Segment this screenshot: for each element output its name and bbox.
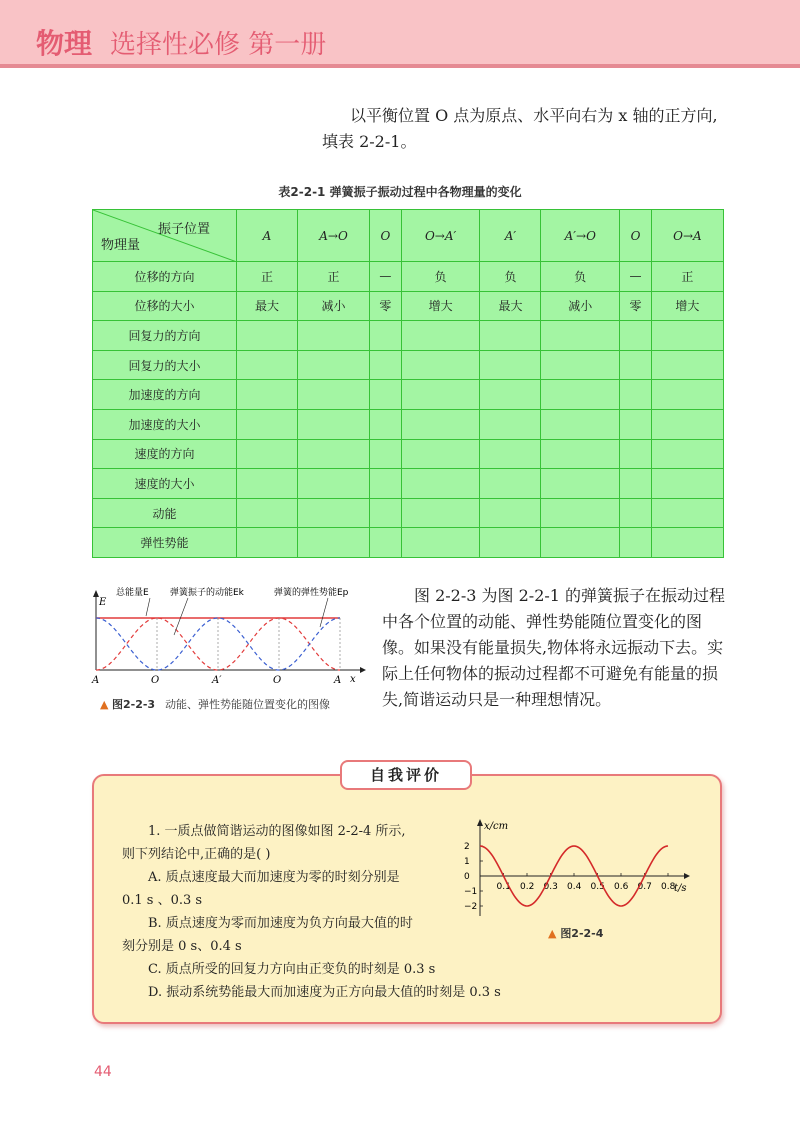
column-header: A′→O bbox=[541, 210, 620, 262]
table-cell bbox=[237, 321, 298, 351]
tick-label: A bbox=[334, 675, 342, 685]
column-header: A bbox=[237, 210, 298, 262]
row-label: 加速度的大小 bbox=[93, 409, 237, 439]
table-cell bbox=[541, 350, 620, 380]
table-cell bbox=[620, 469, 652, 499]
x-tick-label: 0.1 bbox=[496, 882, 511, 892]
table-cell bbox=[370, 409, 402, 439]
table-cell: 增大 bbox=[401, 291, 480, 321]
x-tick-label: 0.3 bbox=[543, 882, 558, 892]
table-cell bbox=[297, 350, 369, 380]
row-label: 位移的大小 bbox=[93, 291, 237, 321]
column-header: O bbox=[370, 210, 402, 262]
paragraph-1: 图 2-2-3 为图 2-2-1 的弹簧振子在振动过程中各个位置的动能、弹性势能随位置变化的图像。 bbox=[382, 586, 726, 657]
table-cell bbox=[297, 469, 369, 499]
table-cell bbox=[401, 321, 480, 351]
table-cell bbox=[237, 380, 298, 410]
intro-line-2: 填表 2-2-1。 bbox=[322, 132, 417, 151]
table-cell bbox=[651, 439, 723, 469]
axis-y-label: E bbox=[99, 597, 107, 608]
table-cell bbox=[620, 439, 652, 469]
table-row bbox=[93, 498, 724, 528]
table-cell bbox=[541, 439, 620, 469]
table-cell bbox=[620, 528, 652, 558]
table-cell bbox=[401, 469, 480, 499]
y-tick-label: 2 bbox=[464, 842, 470, 852]
x-tick-label: 0.5 bbox=[590, 882, 605, 892]
table-cell bbox=[370, 498, 402, 528]
label-kinetic-energy: 弹簧振子的动能Ek bbox=[170, 588, 244, 598]
option-b-cont: 刻分别是 0 s、0.4 s bbox=[122, 939, 242, 954]
table-row bbox=[93, 439, 724, 469]
table-cell: 减小 bbox=[297, 291, 369, 321]
table-cell bbox=[370, 528, 402, 558]
column-header: A→O bbox=[297, 210, 369, 262]
table-cell bbox=[480, 380, 541, 410]
row-label: 位移的方向 bbox=[93, 262, 237, 292]
table-cell bbox=[541, 469, 620, 499]
pointer-line bbox=[174, 598, 188, 635]
option-b: B. 质点速度为零而加速度为负方向最大值的时 bbox=[148, 916, 413, 931]
table-cell bbox=[370, 439, 402, 469]
column-header: A′ bbox=[480, 210, 541, 262]
physics-table bbox=[92, 209, 724, 558]
table-cell bbox=[480, 350, 541, 380]
page-header bbox=[0, 0, 800, 68]
table-cell bbox=[651, 409, 723, 439]
table-cell bbox=[480, 409, 541, 439]
self-evaluation-title: 自我评价 bbox=[340, 760, 472, 790]
option-d: D. 振动系统势能最大而加速度为正方向最大值的时刻是 0.3 s bbox=[148, 985, 501, 1000]
table-cell bbox=[620, 380, 652, 410]
table-cell bbox=[651, 321, 723, 351]
option-c: C. 质点所受的回复力方向由正变负的时刻是 0.3 s bbox=[148, 962, 436, 977]
table-cell bbox=[541, 409, 620, 439]
table-cell: 零 bbox=[620, 291, 652, 321]
figure24-caption bbox=[548, 925, 603, 941]
option-a: A. 质点速度最大而加速度为零的时刻分别是 bbox=[148, 870, 400, 885]
table-cell bbox=[480, 321, 541, 351]
table-cell bbox=[297, 439, 369, 469]
tick-label: A bbox=[92, 675, 100, 685]
x-axis-arrow bbox=[360, 667, 366, 673]
fig24-xlabel: t/s bbox=[674, 883, 687, 894]
table-cell bbox=[401, 439, 480, 469]
table-cell: — bbox=[370, 262, 402, 292]
row-label: 速度的大小 bbox=[93, 469, 237, 499]
tick-label: A′ bbox=[212, 675, 222, 685]
row-label: 动能 bbox=[93, 498, 237, 528]
question-line: 1. 一质点做简谐运动的图像如图 2-2-4 所示, bbox=[148, 824, 406, 839]
row-label: 加速度的方向 bbox=[93, 380, 237, 410]
header-subject: 物理 bbox=[36, 27, 93, 60]
table-cell bbox=[480, 528, 541, 558]
table-cell bbox=[541, 380, 620, 410]
table-row bbox=[93, 380, 724, 410]
question-line: 则下列结论中,正确的是( ) bbox=[122, 847, 271, 862]
label-potential-energy: 弹簧的弹性势能Ep bbox=[274, 588, 349, 598]
table-cell bbox=[401, 409, 480, 439]
table-cell bbox=[297, 380, 369, 410]
pointer-line bbox=[146, 598, 150, 616]
table-cell bbox=[237, 469, 298, 499]
row-label: 回复力的方向 bbox=[93, 321, 237, 351]
table-row bbox=[93, 409, 724, 439]
table-corner-cell bbox=[93, 210, 237, 262]
fig24-x-arrow bbox=[684, 873, 690, 879]
table-cell bbox=[480, 469, 541, 499]
table-cell: 减小 bbox=[541, 291, 620, 321]
tick-label: O bbox=[273, 675, 282, 685]
header-book: 选择性必修 第一册 bbox=[110, 30, 327, 60]
fig24-y-arrow bbox=[477, 819, 483, 826]
column-header: O→A bbox=[651, 210, 723, 262]
table-cell bbox=[480, 498, 541, 528]
table-cell bbox=[237, 498, 298, 528]
table-cell bbox=[297, 498, 369, 528]
y-tick-label: 1 bbox=[464, 857, 470, 867]
axis-x-label: x bbox=[350, 674, 356, 685]
table-cell: — bbox=[620, 262, 652, 292]
caption-triangle-icon: ▲ bbox=[548, 927, 557, 940]
table-cell bbox=[651, 380, 723, 410]
figure23-caption bbox=[100, 696, 330, 712]
x-tick-label: 0.7 bbox=[637, 882, 652, 892]
table-cell: 最大 bbox=[237, 291, 298, 321]
label-total-energy: 总能量E bbox=[116, 588, 149, 598]
table-row bbox=[93, 262, 724, 292]
intro-line-1: 以平衡位置 O 点为原点、水平向右为 x 轴的正方向, bbox=[350, 106, 718, 125]
table-cell bbox=[651, 498, 723, 528]
table-cell bbox=[480, 439, 541, 469]
table-cell bbox=[620, 350, 652, 380]
table-row bbox=[93, 350, 724, 380]
row-label: 弹性势能 bbox=[93, 528, 237, 558]
table-cell bbox=[651, 528, 723, 558]
row-label: 速度的方向 bbox=[93, 439, 237, 469]
table-cell bbox=[401, 498, 480, 528]
x-tick-label: 0.8 bbox=[661, 882, 676, 892]
y-axis-arrow bbox=[93, 590, 99, 597]
table-cell bbox=[401, 350, 480, 380]
table-cell bbox=[370, 350, 402, 380]
table-cell: 负 bbox=[541, 262, 620, 292]
table-cell bbox=[297, 321, 369, 351]
table-cell bbox=[370, 469, 402, 499]
table-cell bbox=[237, 350, 298, 380]
table-cell bbox=[237, 409, 298, 439]
paragraph-2: 如果没有能量损失,物体将永远振动下去。实际上任何物体的振动过程都不可避免有能量的损失,简谐运动只是一种理想情况。 bbox=[382, 638, 724, 709]
y-tick-label: 0 bbox=[464, 872, 470, 882]
corner-top-label: 振子位置 bbox=[157, 222, 210, 237]
table-cell bbox=[651, 350, 723, 380]
table-cell bbox=[370, 380, 402, 410]
column-header: O bbox=[620, 210, 652, 262]
fig24-ylabel: x/cm bbox=[484, 821, 509, 832]
header-title bbox=[36, 22, 326, 62]
figure24-caption-text: 图2-2-4 bbox=[560, 927, 604, 940]
figure23-caption-number: 图2-2-3 bbox=[111, 698, 156, 711]
table-cell bbox=[237, 528, 298, 558]
y-tick-label: −1 bbox=[464, 887, 478, 897]
y-tick-label: −2 bbox=[464, 902, 478, 912]
table-cell: 增大 bbox=[651, 291, 723, 321]
table-cell: 零 bbox=[370, 291, 402, 321]
table-cell bbox=[541, 498, 620, 528]
energy-figure bbox=[88, 585, 378, 685]
table-cell: 负 bbox=[401, 262, 480, 292]
table-cell bbox=[370, 321, 402, 351]
table-cell bbox=[237, 439, 298, 469]
table-cell: 正 bbox=[651, 262, 723, 292]
table-header-row bbox=[93, 210, 724, 262]
figure23-caption-text: 动能、弹性势能随位置变化的图像 bbox=[165, 698, 331, 711]
table-row bbox=[93, 291, 724, 321]
table-cell bbox=[541, 528, 620, 558]
table-cell bbox=[401, 528, 480, 558]
vibration-graph bbox=[458, 812, 704, 922]
row-label: 回复力的大小 bbox=[93, 350, 237, 380]
table-cell bbox=[620, 409, 652, 439]
table-cell: 负 bbox=[480, 262, 541, 292]
table-caption: 表2-2-1 弹簧振子振动过程中各物理量的变化 bbox=[278, 185, 522, 199]
table-cell bbox=[297, 528, 369, 558]
table-cell bbox=[401, 380, 480, 410]
table-cell bbox=[297, 409, 369, 439]
table-cell bbox=[651, 469, 723, 499]
table-cell bbox=[620, 498, 652, 528]
pointer-line bbox=[320, 598, 328, 627]
x-tick-label: 0.2 bbox=[520, 882, 535, 892]
table-row bbox=[93, 321, 724, 351]
page-number: 44 bbox=[94, 1064, 112, 1080]
table-row bbox=[93, 469, 724, 499]
table-cell: 正 bbox=[297, 262, 369, 292]
table-cell bbox=[541, 321, 620, 351]
x-tick-label: 0.6 bbox=[614, 882, 629, 892]
table-row bbox=[93, 528, 724, 558]
table-cell: 最大 bbox=[480, 291, 541, 321]
table-cell: 正 bbox=[237, 262, 298, 292]
x-tick-label: 0.4 bbox=[567, 882, 582, 892]
corner-bottom-label: 物理量 bbox=[101, 238, 141, 253]
option-a-cont: 0.1 s 、0.3 s bbox=[122, 893, 203, 908]
tick-label: O bbox=[151, 675, 160, 685]
caption-triangle-icon: ▲ bbox=[100, 698, 109, 711]
column-header: O→A′ bbox=[401, 210, 480, 262]
table-cell bbox=[620, 321, 652, 351]
